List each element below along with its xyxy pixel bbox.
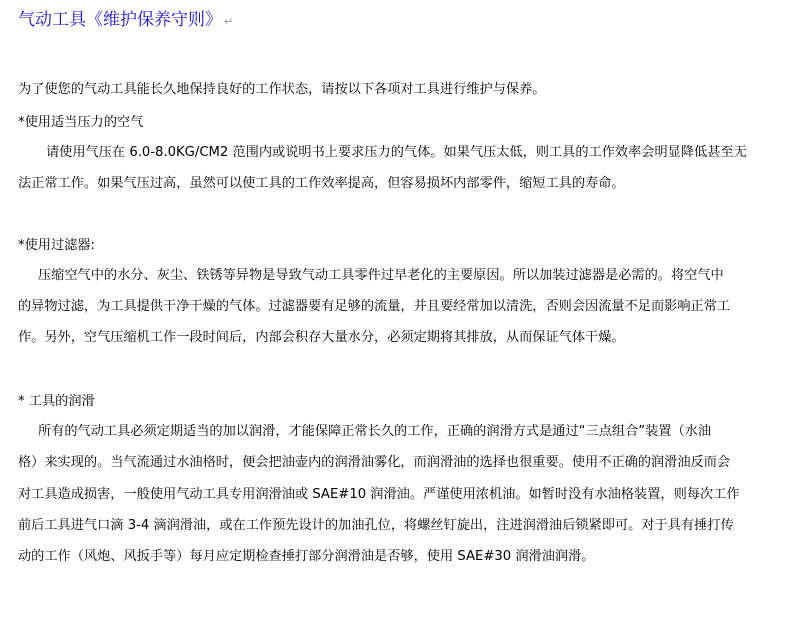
paragraph-line: 所有的气动工具必须定期适当的加以润滑，才能保障正常长久的工作，正确的润滑方式是通过“三点组合”装置（水油 — [38, 424, 712, 439]
paragraph-line: 请使用气压在 6.0-8.0KG/CM2 范围内或说明书上要求压力的气体。如果气压太低，则工具的工作效率会明显降低甚至无 — [46, 145, 747, 160]
title-text: 气动工具《维护保养守则》 — [18, 10, 222, 30]
paragraph-line: 动的工作（风炮、风扳手等）每月应定期检查捶打部分润滑油是否够，使用 SAE#30 润滑油润滑。 — [18, 549, 595, 564]
document-title — [18, 9, 233, 33]
paragraph-line: 格）来实现的。当气流通过水油格时，便会把油壶内的润滑油雾化，而润滑油的选择也很重要。使用不正确的润滑油反而会 — [18, 455, 731, 470]
paragraph-line: 前后工具进气口滴 3-4 滴润滑油，或在工作预先设计的加油孔位，将螺丝钉旋出，注进润滑油后锁紧即可。对于具有捶打传 — [18, 518, 734, 533]
paragraph-line: 作。另外，空气压缩机工作一段时间后，内部会积存大量水分，必须定期将其排放，从而保证气体干燥。 — [18, 330, 625, 345]
paragraph-mark-icon: ↵ — [224, 15, 234, 28]
paragraph-line: 的异物过滤，为工具提供干净干燥的气体。过滤器要有足够的流量，并且要经常加以清洗，否则会因流量不足而影响正常工 — [18, 299, 731, 314]
paragraph-line: 对工具造成损害，一般使用气动工具专用润滑油或 SAE#10 润滑油。严谨使用浓机油。如暂时没有水油格装置，则每次工作 — [18, 487, 740, 502]
section-heading-filter: *使用过滤器: — [18, 238, 95, 253]
paragraph-line: 法正常工作。如果气压过高，虽然可以使工具的工作效率提高，但容易损坏内部零件，缩短工具的寿命。 — [18, 176, 625, 191]
intro-paragraph: 为了使您的气动工具能长久地保持良好的工作状态，请按以下各项对工具进行维护与保养。 — [18, 82, 546, 97]
section-heading-air-pressure: *使用适当压力的空气 — [18, 115, 144, 130]
paragraph-line: 压缩空气中的水分、灰尘、铁锈等异物是导致气动工具零件过早老化的主要原因。所以加装过滤器是必需的。将空气中 — [38, 268, 724, 283]
section-heading-lubrication: * 工具的润滑 — [18, 394, 95, 409]
